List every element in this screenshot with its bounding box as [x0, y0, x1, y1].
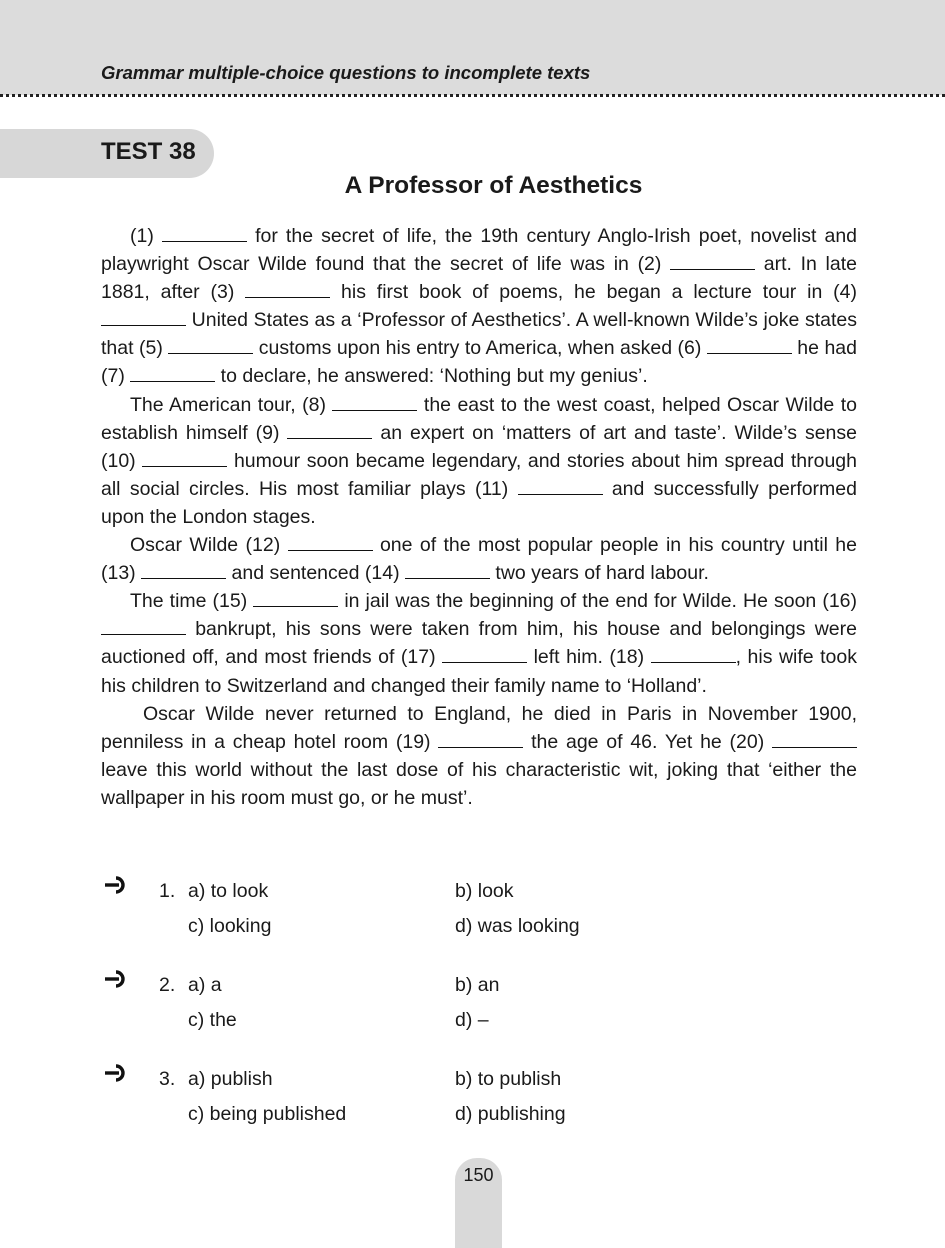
- passage-text: [101, 222, 857, 812]
- answer-blank-7[interactable]: [130, 365, 215, 382]
- question-number: 2.: [159, 974, 176, 996]
- passage-run: (1): [130, 225, 162, 247]
- passage-run: an expert on ‘matters of art and taste’. Wilde’s sense (10): [101, 421, 857, 472]
- passage-run: and successfully performed upon the London stages.: [101, 477, 857, 528]
- passage-run: to declare, he answered: ‘Nothing but my genius’.: [215, 365, 648, 388]
- passage-run: the age of 46. Yet he (20): [523, 730, 772, 753]
- answer-blank-14[interactable]: [405, 562, 490, 579]
- dotted-divider: [0, 94, 945, 97]
- question-2: [0, 974, 945, 1044]
- question-3: [0, 1068, 945, 1138]
- passage-run: his first book of poems, he began a lecture tour in (4): [330, 281, 857, 304]
- section-heading: Grammar multiple-choice questions to incomplete texts: [101, 62, 591, 83]
- answer-blank-5[interactable]: [168, 337, 253, 354]
- question-1: [0, 880, 945, 950]
- option-c[interactable]: c) being published: [188, 1103, 347, 1125]
- passage-run: in jail was the beginning of the end for Wilde. He soon (16): [338, 590, 857, 613]
- answer-blank-3[interactable]: [245, 281, 330, 298]
- paragraph: [101, 587, 857, 699]
- arrow-icon: [104, 967, 128, 991]
- paragraph: [101, 531, 857, 587]
- passage-run: one of the most popular people in his country until he (13): [101, 534, 857, 585]
- answer-blank-9[interactable]: [287, 422, 372, 439]
- option-c[interactable]: c) looking: [188, 915, 272, 937]
- answer-blank-18[interactable]: [651, 646, 736, 663]
- passage-run: bankrupt, his sons were taken from him, his house and belongings were auctioned off, and most friends of (17): [101, 618, 857, 669]
- option-a[interactable]: a) to look: [188, 880, 269, 902]
- question-number: 3.: [159, 1068, 176, 1090]
- passage-run: United States as a ‘Professor of Aesthetics’. A well-known Wilde’s joke states that (5): [101, 309, 857, 360]
- answer-blank-16[interactable]: [101, 618, 186, 635]
- page-number: 150: [463, 1165, 494, 1185]
- answer-blank-12[interactable]: [288, 534, 373, 551]
- paragraph: [101, 700, 857, 812]
- answer-blank-17[interactable]: [442, 646, 527, 663]
- paragraph: [101, 391, 857, 531]
- passage-run: and sentenced (14): [226, 562, 405, 585]
- answer-blank-13[interactable]: [141, 562, 226, 579]
- test-label: TEST 38: [101, 138, 196, 165]
- story-title: A Professor of Aesthetics: [344, 172, 643, 199]
- arrow-icon: [104, 873, 128, 897]
- option-c[interactable]: c) the: [188, 1009, 237, 1031]
- passage-run: Oscar Wilde never returned to England, he died in Paris in November 1900, penniless in a cheap hotel room (19): [101, 702, 857, 753]
- passage-run: leave this world without the last dose of his characteristic wit, joking that ‘either the wallpaper in his room must go, or he must’.: [101, 758, 857, 809]
- passage-run: the east to the west coast, helped Oscar Wilde to establish himself (9): [101, 393, 857, 444]
- option-a[interactable]: a) a: [188, 974, 222, 996]
- option-d[interactable]: d) –: [455, 1009, 489, 1031]
- passage-run: left him. (18): [527, 646, 651, 669]
- answer-blank-19[interactable]: [438, 731, 523, 748]
- answer-blank-6[interactable]: [707, 337, 792, 354]
- answer-blank-15[interactable]: [253, 590, 338, 607]
- passage-run: for the secret of life, the 19th century Anglo-Irish poet, novelist and playwright Oscar Wilde found that the secret of life was in (2): [101, 225, 858, 276]
- option-b[interactable]: b) look: [455, 880, 514, 902]
- option-d[interactable]: d) was looking: [455, 915, 580, 937]
- answer-blank-4[interactable]: [101, 309, 186, 326]
- option-b[interactable]: b) an: [455, 974, 500, 996]
- question-number: 1.: [159, 880, 176, 902]
- passage-run: The American tour, (8): [130, 393, 333, 416]
- passage-run: two years of hard labour.: [489, 562, 709, 585]
- passage-run: The time (15): [130, 590, 254, 613]
- answer-blank-2[interactable]: [670, 253, 755, 270]
- arrow-icon: [104, 1061, 128, 1085]
- passage-run: humour soon became legendary, and stories about him spread through all social circles. His most familiar plays (11): [101, 449, 857, 500]
- passage-run: art. In late 1881, after (3): [101, 253, 857, 304]
- option-d[interactable]: d) publishing: [455, 1103, 566, 1125]
- answer-blank-10[interactable]: [142, 450, 227, 467]
- option-a[interactable]: a) publish: [188, 1068, 273, 1090]
- passage-run: Oscar Wilde (12): [130, 534, 288, 557]
- passage-run: , his wife took his children to Switzerland and changed their family name to ‘Holland’.: [101, 646, 857, 697]
- passage-run: customs upon his entry to America, when asked (6): [253, 337, 707, 360]
- answer-blank-1[interactable]: [162, 225, 247, 242]
- passage-run: he had (7): [101, 337, 858, 388]
- answer-blank-11[interactable]: [518, 478, 603, 495]
- paragraph: [101, 222, 857, 391]
- answer-blank-20[interactable]: [772, 731, 857, 748]
- option-b[interactable]: b) to publish: [455, 1068, 562, 1090]
- answer-blank-8[interactable]: [332, 394, 417, 411]
